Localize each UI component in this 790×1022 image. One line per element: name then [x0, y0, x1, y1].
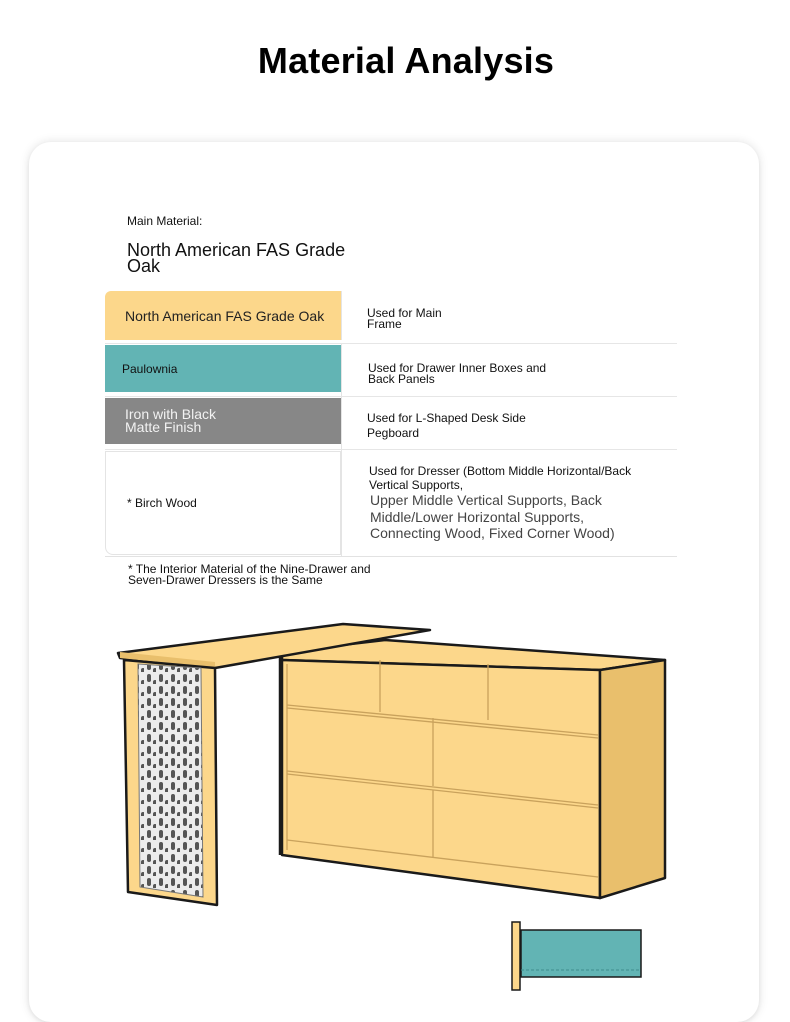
- material-name-paulownia: Paulownia: [105, 345, 341, 392]
- material-row-oak: [105, 291, 677, 344]
- materials-table: [105, 291, 677, 557]
- page-title: Material Analysis: [257, 40, 555, 81]
- main-material-value: North American FAS Grade Oak: [127, 240, 346, 276]
- material-usage-oak: [341, 291, 677, 340]
- drawer-front: [512, 922, 520, 990]
- material-usage-paulownia: [341, 344, 677, 396]
- material-name-birch: * Birch Wood: [105, 451, 341, 555]
- material-row-iron: [105, 397, 677, 450]
- drawer-box: [512, 922, 641, 990]
- usage-text-line1: Used for Dresser (Bottom Middle Horizontal/Back Vertical Supports,: [369, 464, 632, 492]
- dresser: [282, 640, 665, 898]
- interior-material-note: * The Interior Material of the Nine-Drawer and Seven-Drawer Dressers is the Same: [128, 562, 371, 587]
- material-name-oak: North American FAS Grade Oak: [105, 291, 341, 340]
- material-usage-iron: [341, 397, 677, 449]
- usage-text: Used for L-Shaped Desk Side Pegboard: [367, 411, 526, 440]
- usage-text-line2: Upper Middle Vertical Supports, Back Middle/Lower Horizontal Supports, Connecting Wood, Fixed Corner Wood): [370, 492, 615, 541]
- material-row-birch: [105, 450, 677, 557]
- material-name-iron: Iron with Black Matte Finish: [105, 398, 341, 444]
- dresser-side: [600, 660, 665, 898]
- usage-text: Used for Drawer Inner Boxes and Back Panels: [368, 361, 547, 386]
- usage-text: Used for Main Frame: [367, 305, 442, 331]
- material-usage-birch: [341, 450, 677, 556]
- main-material-label: Main Material:: [127, 214, 203, 228]
- material-row-paulownia: [105, 344, 677, 397]
- furniture-illustration: [0, 600, 790, 999]
- pegboard: [138, 664, 203, 897]
